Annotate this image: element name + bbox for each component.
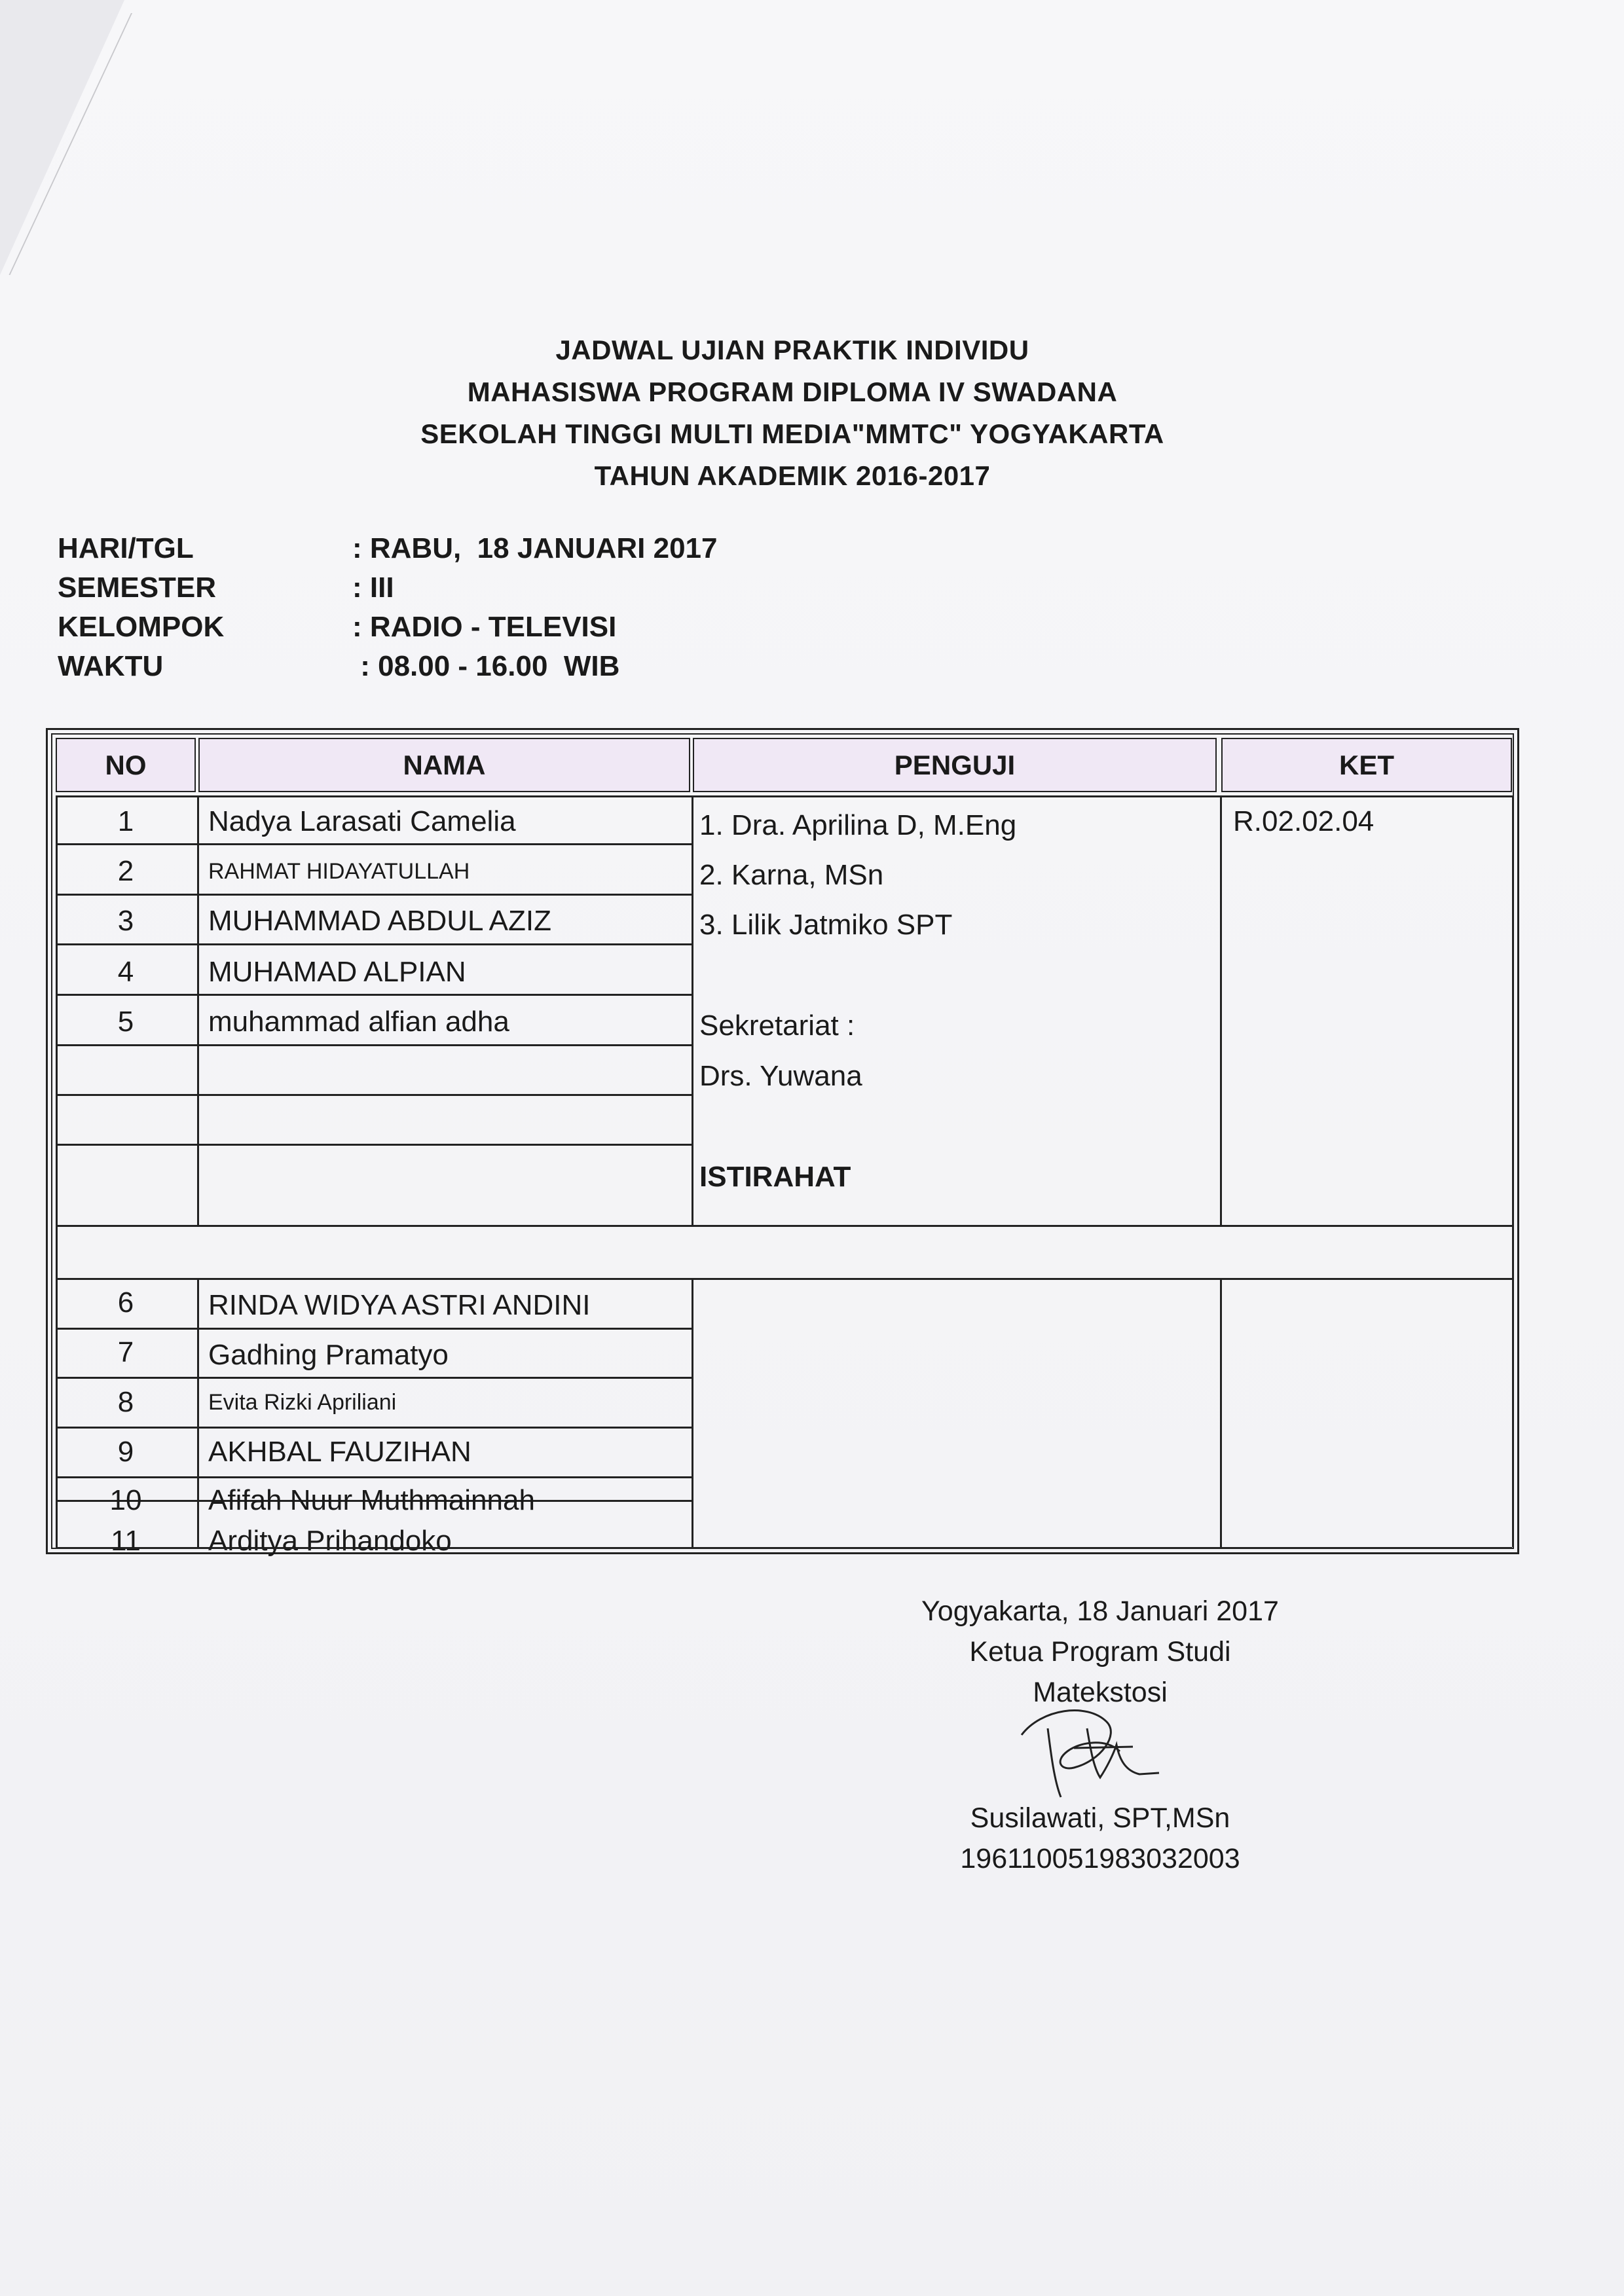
info-label: HARI/TGL bbox=[58, 532, 194, 564]
row-divider bbox=[56, 843, 692, 845]
signer-name: Susilawati, SPT,MSn bbox=[970, 1802, 1230, 1834]
info-value: : III bbox=[352, 572, 394, 604]
header-penguji: PENGUJI bbox=[693, 738, 1217, 792]
row-divider bbox=[56, 1377, 692, 1379]
info-value: : 08.00 - 16.00 WIB bbox=[352, 650, 620, 682]
row-divider bbox=[56, 1044, 692, 1046]
examiner-3: 3. Lilik Jatmiko SPT bbox=[699, 909, 953, 941]
student-name: Nadya Larasati Camelia bbox=[208, 805, 516, 837]
row-number: 5 bbox=[117, 1006, 134, 1038]
info-value: : RABU, 18 JANUARI 2017 bbox=[352, 532, 718, 564]
info-row-semester bbox=[58, 568, 843, 608]
row-number: 7 bbox=[117, 1336, 134, 1368]
examiner-2: 2. Karna, MSn bbox=[699, 859, 884, 891]
row-number: 2 bbox=[117, 855, 134, 887]
row-number: 10 bbox=[109, 1484, 142, 1516]
student-name: MUHAMAD ALPIAN bbox=[208, 956, 466, 988]
column-divider bbox=[1220, 1278, 1222, 1547]
row-divider bbox=[56, 1328, 692, 1330]
examiner-1: 1. Dra. Aprilina D, M.Eng bbox=[699, 809, 1017, 841]
study-program: Matekstosi bbox=[1033, 1677, 1168, 1708]
student-name: Evita Rizki Apriliani bbox=[208, 1390, 397, 1415]
schedule-table bbox=[46, 728, 1519, 1557]
title-line-3: SEKOLAH TINGGI MULTI MEDIA"MMTC" YOGYAKARTA bbox=[420, 418, 1164, 449]
row-divider bbox=[56, 1144, 692, 1146]
column-divider bbox=[197, 1278, 199, 1547]
student-name: RINDA WIDYA ASTRI ANDINI bbox=[208, 1289, 591, 1321]
row-divider bbox=[56, 1094, 692, 1096]
column-divider bbox=[1512, 795, 1514, 1547]
info-value: : RADIO - TELEVISI bbox=[352, 611, 617, 643]
row-number: 9 bbox=[117, 1436, 134, 1468]
student-name: Arditya Prihandoko bbox=[208, 1525, 452, 1557]
place-date: Yogyakarta, 18 Januari 2017 bbox=[921, 1595, 1279, 1627]
column-divider bbox=[692, 795, 693, 1225]
row-number: 8 bbox=[117, 1386, 134, 1418]
secretariat-label: Sekretariat : bbox=[699, 1010, 855, 1042]
info-row-time bbox=[58, 647, 843, 686]
info-label: KELOMPOK bbox=[58, 611, 225, 643]
title-line-4: TAHUN AKADEMIK 2016-2017 bbox=[594, 460, 991, 491]
row-number: 6 bbox=[117, 1286, 134, 1319]
row-number: 11 bbox=[111, 1525, 141, 1557]
column-divider bbox=[692, 1278, 693, 1547]
row-divider bbox=[56, 795, 1512, 797]
row-number: 1 bbox=[117, 805, 134, 837]
info-label: WAKTU bbox=[58, 650, 164, 682]
row-divider bbox=[56, 1476, 692, 1478]
signer-nip: 196110051983032003 bbox=[960, 1843, 1240, 1874]
info-row-date bbox=[58, 529, 843, 568]
header-nama: NAMA bbox=[198, 738, 690, 792]
row-divider bbox=[56, 943, 692, 945]
column-divider bbox=[197, 795, 199, 1225]
signer-role: Ketua Program Studi bbox=[969, 1636, 1231, 1667]
secretariat-name: Drs. Yuwana bbox=[699, 1060, 862, 1092]
row-divider bbox=[56, 994, 692, 996]
info-row-group bbox=[58, 608, 843, 647]
student-name: RAHMAT HIDAYATULLAH bbox=[208, 859, 470, 884]
title-line-1: JADWAL UJIAN PRAKTIK INDIVIDU bbox=[555, 335, 1029, 365]
title-line-2: MAHASISWA PROGRAM DIPLOMA IV SWADANA bbox=[467, 376, 1118, 407]
header-ket: KET bbox=[1221, 738, 1512, 792]
break-label: ISTIRAHAT bbox=[699, 1161, 851, 1193]
student-name: MUHAMMAD ABDUL AZIZ bbox=[208, 905, 551, 937]
row-divider bbox=[56, 1225, 1512, 1227]
handwritten-signature bbox=[1008, 1689, 1166, 1800]
student-name: Afifah Nuur Muthmainnah bbox=[208, 1484, 535, 1516]
header-no: NO bbox=[56, 738, 196, 792]
exam-info bbox=[58, 529, 843, 686]
info-label: SEMESTER bbox=[58, 572, 217, 604]
row-divider bbox=[56, 894, 692, 896]
row-divider bbox=[56, 1278, 1512, 1280]
row-number: 4 bbox=[117, 956, 134, 988]
room-code: R.02.02.04 bbox=[1233, 805, 1375, 837]
document-title bbox=[196, 329, 1388, 497]
row-number: 3 bbox=[117, 905, 134, 937]
student-name: Gadhing Pramatyo bbox=[208, 1339, 449, 1371]
student-name: muhammad alfian adha bbox=[208, 1006, 509, 1038]
student-name: AKHBAL FAUZIHAN bbox=[208, 1436, 471, 1468]
column-divider bbox=[1220, 795, 1222, 1225]
row-divider bbox=[56, 1427, 692, 1429]
